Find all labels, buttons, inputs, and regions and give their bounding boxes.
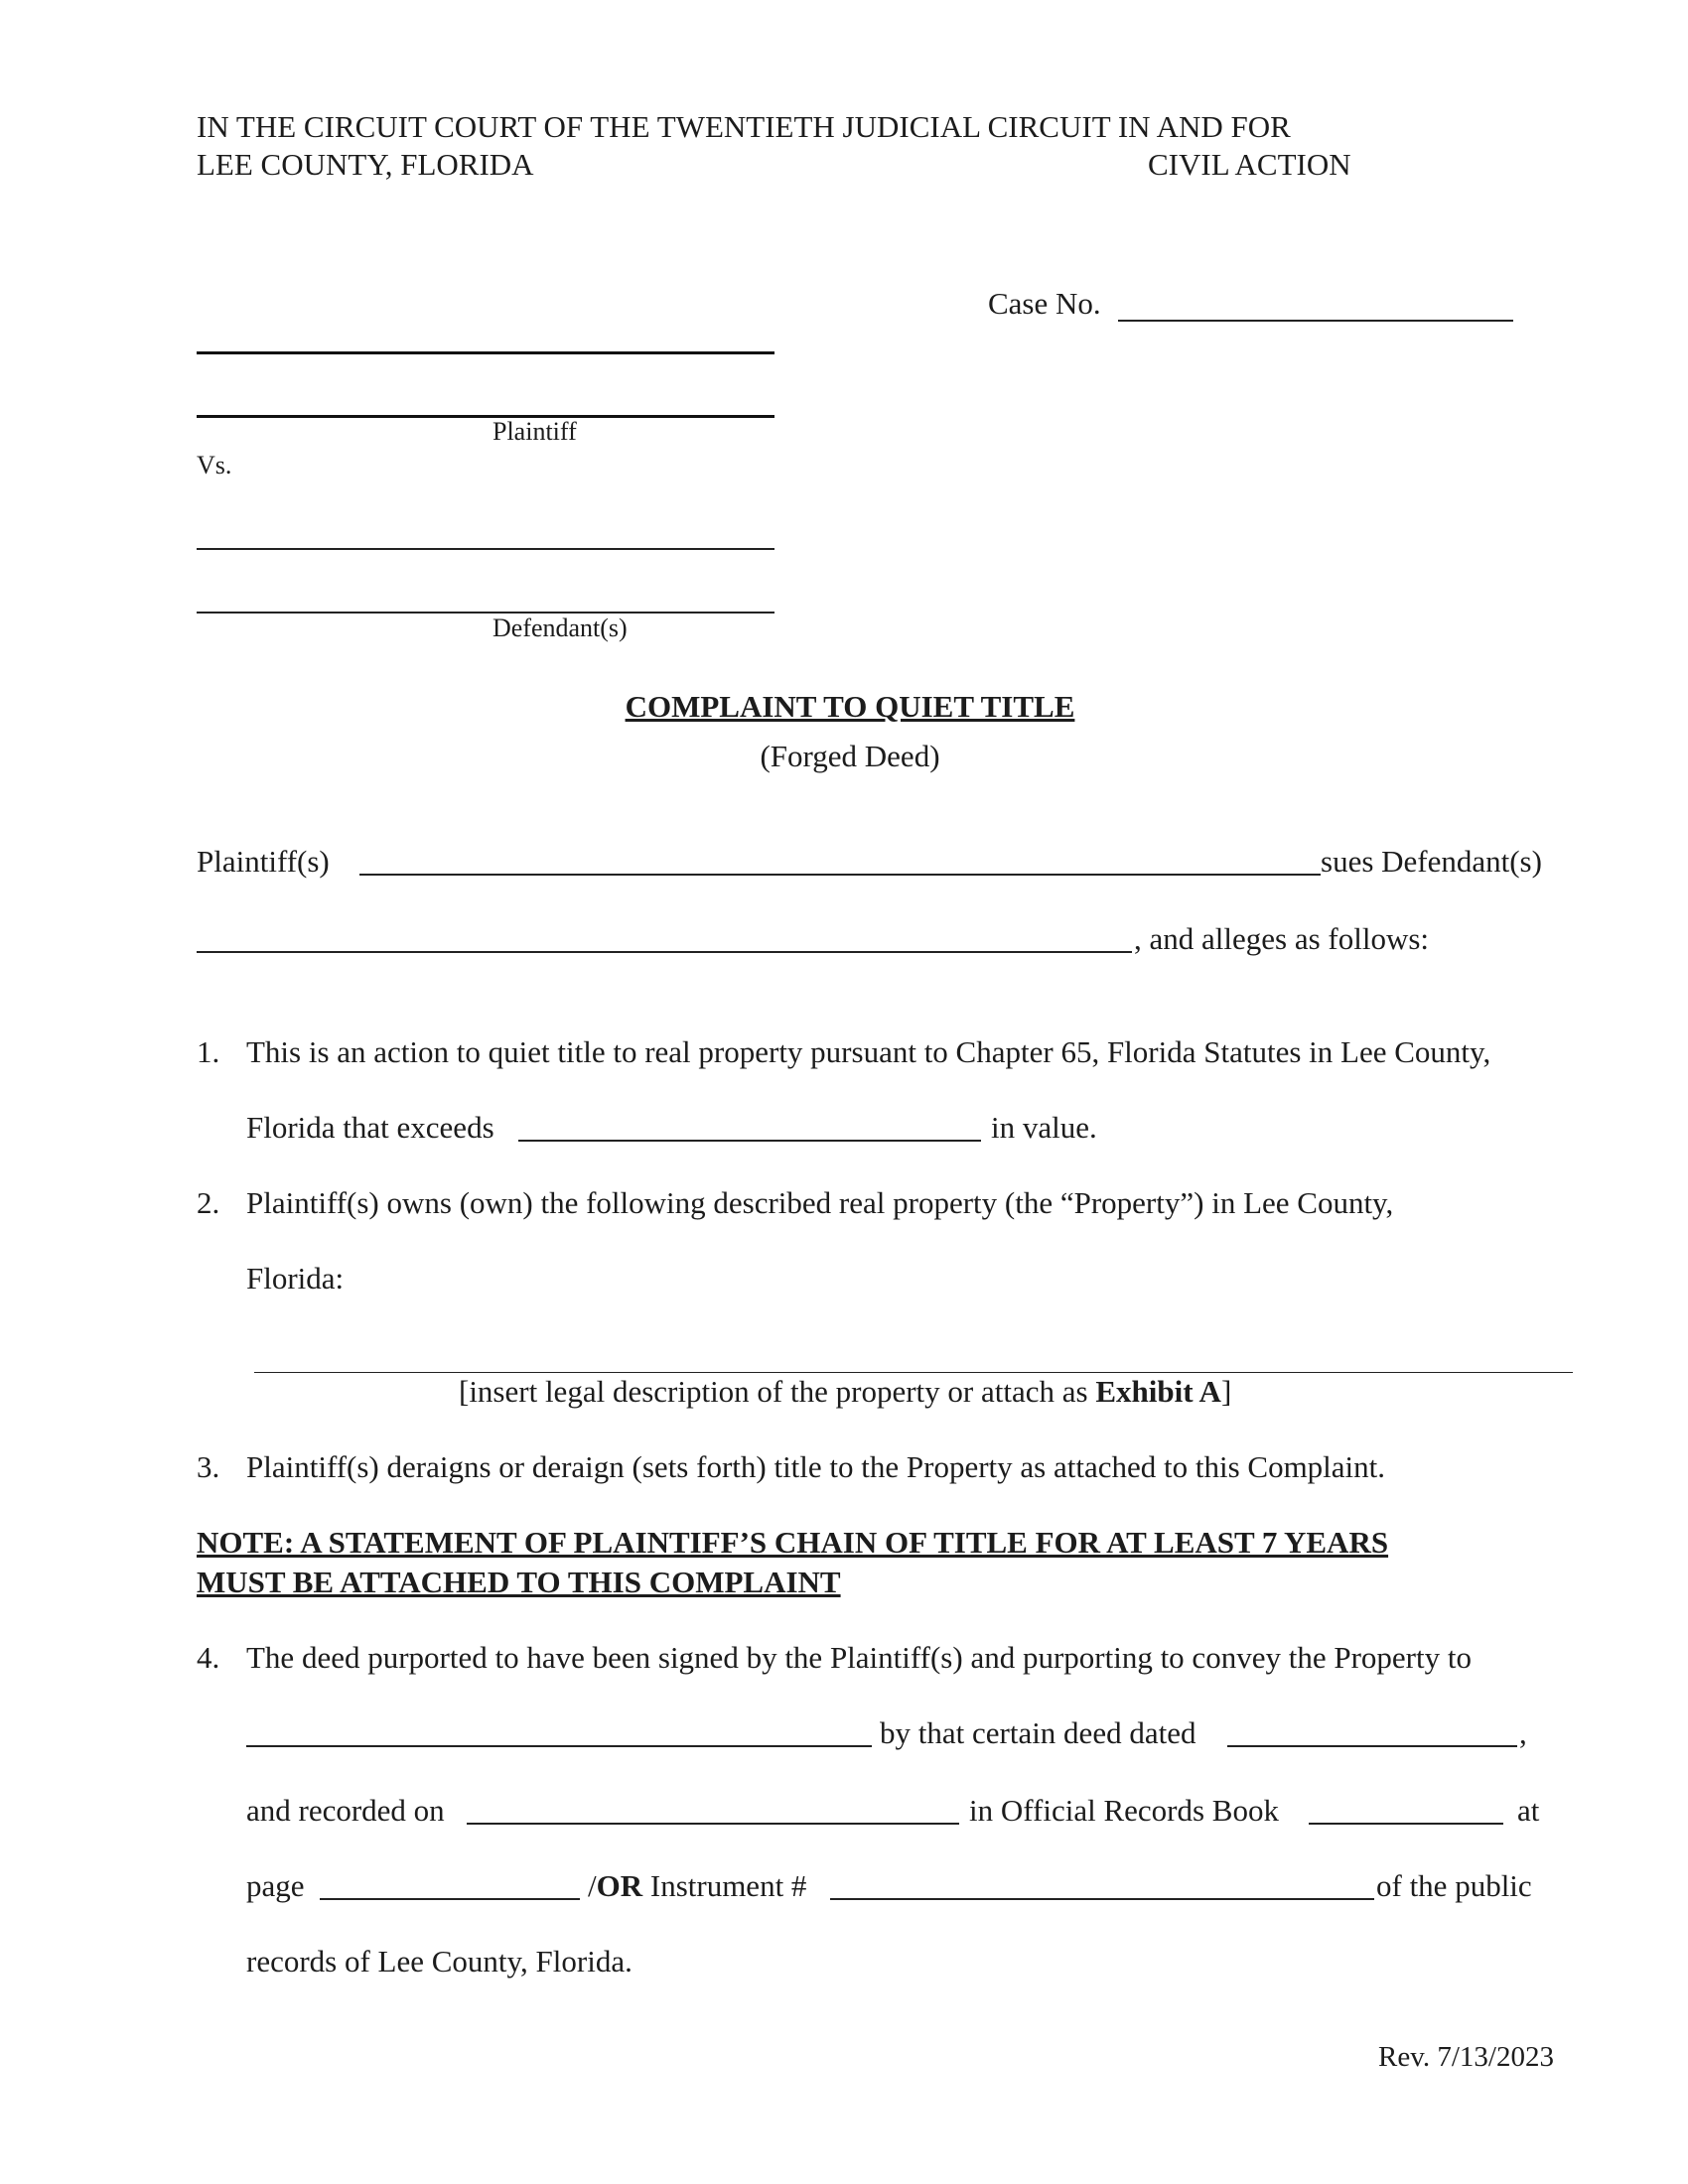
exhibit-a-label: Exhibit A — [1095, 1374, 1221, 1409]
para4-records-text: records of Lee County, Florida. — [246, 1944, 633, 1979]
para3-text: Plaintiff(s) deraigns or deraign (sets forth) title to the Property as attached to this Complaint. — [246, 1449, 1386, 1484]
note-line-1: NOTE: A STATEMENT OF PLAINTIFF’S CHAIN OF TITLE FOR AT LEAST 7 YEARS — [197, 1525, 1389, 1560]
plaintiffs-name-field[interactable] — [359, 846, 1321, 876]
court-heading: IN THE CIRCUIT COURT OF THE TWENTIETH JUDICIAL CIRCUIT IN AND FOR — [197, 109, 1291, 144]
plaintiff-label: Plaintiff — [492, 417, 577, 446]
at-label: at — [1517, 1793, 1540, 1828]
defendant-name-line-1[interactable] — [197, 520, 774, 550]
para1-exceeds-label: Florida that exceeds — [246, 1110, 494, 1145]
intro-plaintiffs-label: Plaintiff(s) — [197, 844, 330, 879]
note-line-2: MUST BE ATTACHED TO THIS COMPLAINT — [197, 1565, 841, 1599]
of-public-label: of the public — [1376, 1868, 1532, 1903]
legal-description-text: [insert legal description of the property or attach as — [459, 1374, 1096, 1409]
page-number-field[interactable] — [320, 1870, 580, 1900]
para4-number: 4. — [197, 1640, 220, 1675]
document-subtitle: (Forged Deed) — [760, 739, 940, 773]
recorded-on-label: and recorded on — [246, 1793, 445, 1828]
legal-description-close: ] — [1220, 1374, 1232, 1409]
deed-date-comma: , — [1519, 1715, 1527, 1750]
plaintiff-name-line-2[interactable] — [197, 387, 774, 418]
para2-number: 2. — [197, 1185, 220, 1220]
defendant-label: Defendant(s) — [492, 614, 628, 642]
defendants-name-field[interactable] — [197, 923, 1132, 953]
case-number-field[interactable] — [1118, 290, 1513, 322]
para1-number: 1. — [197, 1034, 220, 1069]
or-label: OR — [596, 1868, 643, 1903]
page-label: page — [246, 1868, 305, 1903]
or-instrument-group — [588, 1868, 806, 1904]
deed-date-field[interactable] — [1227, 1717, 1517, 1747]
instrument-label: Instrument # — [649, 1868, 807, 1903]
para2-florida: Florida: — [246, 1261, 345, 1296]
defendant-name-line-2[interactable] — [197, 584, 774, 614]
grantee-field[interactable] — [246, 1717, 872, 1747]
county-heading: LEE COUNTY, FLORIDA — [197, 147, 534, 182]
plaintiff-name-line-1[interactable] — [197, 324, 774, 354]
civil-action-label: CIVIL ACTION — [1148, 147, 1351, 182]
deed-dated-label: by that certain deed dated — [880, 1715, 1196, 1750]
value-field[interactable] — [518, 1112, 981, 1142]
or-slash: / — [588, 1868, 597, 1903]
legal-description-instruction — [459, 1374, 1231, 1410]
records-book-label: in Official Records Book — [969, 1793, 1279, 1828]
document-title: COMPLAINT TO QUIET TITLE — [625, 689, 1075, 724]
legal-description-field[interactable] — [254, 1344, 1573, 1373]
records-book-field[interactable] — [1309, 1795, 1503, 1825]
recorded-date-field[interactable] — [467, 1795, 959, 1825]
intro-sues-label: sues Defendant(s) — [1321, 844, 1542, 879]
instrument-number-field[interactable] — [830, 1870, 1374, 1900]
case-number-label: Case No. — [988, 286, 1101, 321]
versus-label: Vs. — [197, 451, 232, 479]
para1-text: This is an action to quiet title to real property pursuant to Chapter 65, Florida Statutes in Lee County, — [246, 1034, 1491, 1069]
para1-value-label: in value. — [991, 1110, 1097, 1145]
revision-date: Rev. 7/13/2023 — [1378, 2041, 1554, 2073]
intro-alleges-label: , and alleges as follows: — [1134, 921, 1430, 956]
para4-text: The deed purported to have been signed by the Plaintiff(s) and purporting to convey the Property to — [246, 1640, 1472, 1675]
para2-text: Plaintiff(s) owns (own) the following described real property (the “Property”) in Lee County, — [246, 1185, 1394, 1220]
para3-number: 3. — [197, 1449, 220, 1484]
